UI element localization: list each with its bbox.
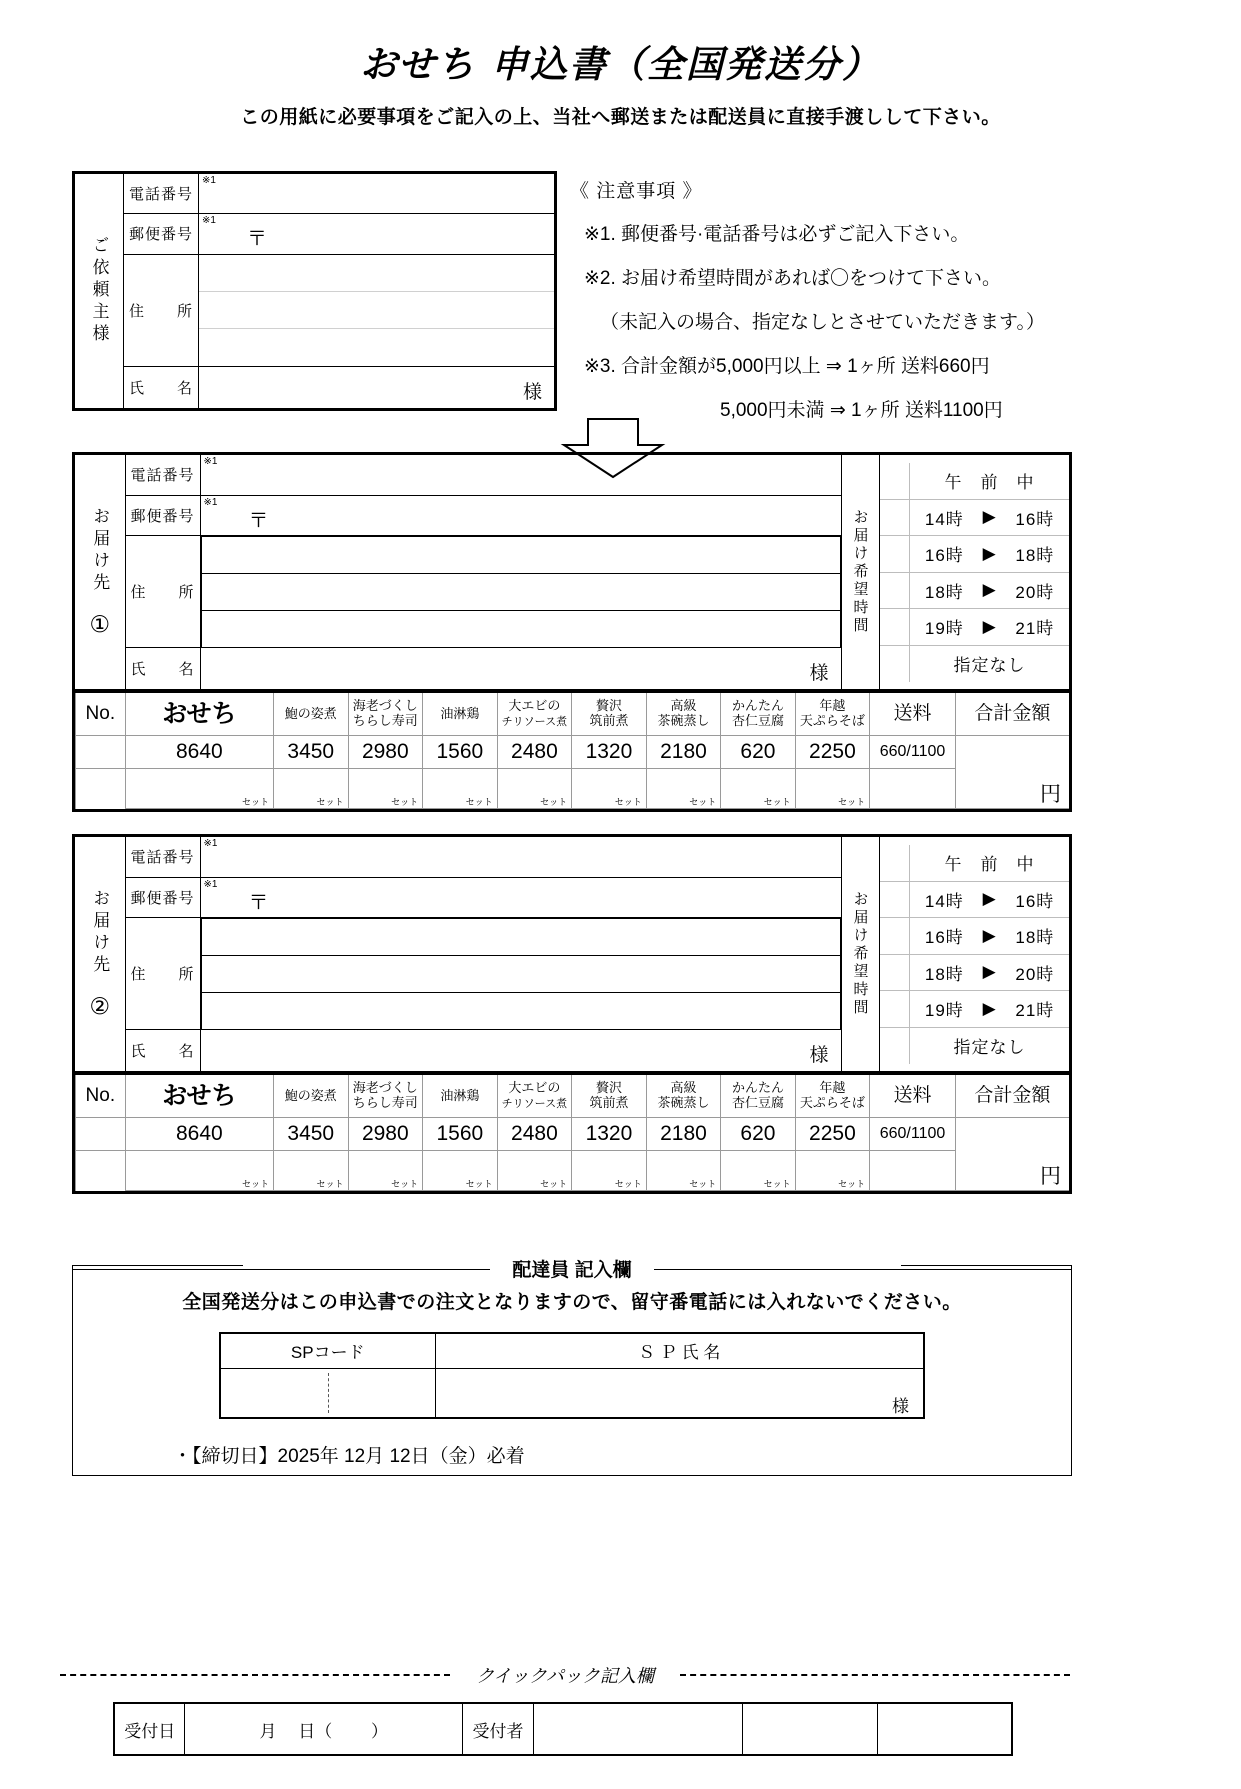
sender-address-label: 住 所 [124, 254, 199, 366]
sender-side-label: ご依頼主様 [74, 173, 124, 410]
qty-input[interactable]: セット [795, 1151, 870, 1191]
sender-block [72, 171, 557, 411]
dest2-zip-input[interactable] [200, 877, 841, 917]
quickpack-heading: クイックパック記入欄 [476, 1666, 654, 1686]
shipping-price-cell: 660/1100 [870, 736, 956, 769]
col-item-header: 油淋鶏 [423, 692, 498, 736]
destination-block-1 [72, 452, 1072, 812]
col-item-header: 高級 茶碗蒸し [646, 692, 721, 736]
price-cell: 620 [721, 736, 795, 769]
page-title: おせち 申込書（全国発送分） [360, 43, 881, 86]
price-cell: 2980 [348, 1118, 423, 1151]
asterisk-mark: ※1 [203, 496, 218, 508]
qp-extra-cell-1[interactable] [743, 1703, 878, 1755]
delivery-staff-section [72, 1256, 1072, 1476]
price-cell: 8640 [125, 736, 273, 769]
time-slot-option[interactable]: 14時 ▶ 16時 [880, 499, 1070, 536]
sender-tel-label: 電話番号 [124, 173, 199, 214]
price-cell: 2180 [646, 736, 721, 769]
notice-item-3-sub: 5,000円未満 ⇒ 1ヶ所 送料1100円 [720, 400, 1003, 421]
divider-line [654, 1269, 1072, 1270]
price-cell: 620 [721, 1118, 795, 1151]
page-subtitle: この用紙に必要事項をご記入の上、当社へ郵送または配送員に直接手渡しして下さい。 [240, 107, 1001, 128]
qp-date-label: 受付日 [114, 1703, 185, 1755]
price-cell: 2180 [646, 1118, 721, 1151]
product-table-2 [75, 1072, 1069, 1191]
total-amount-input[interactable]: 円 [955, 736, 1069, 809]
time-slot-option[interactable]: 18時 ▶ 20時 [880, 572, 1070, 609]
dest2-side-label: お届け先 ② [75, 837, 125, 1072]
qty-input[interactable]: セット [497, 769, 572, 809]
shipping-qty-cell[interactable] [870, 769, 956, 809]
notice-heading: 《 注意事項 》 [570, 181, 703, 202]
col-total-header: 合計金額 [955, 692, 1069, 736]
qp-extra-cell-2[interactable] [877, 1703, 1012, 1755]
notice-section [570, 176, 1130, 439]
dest2-address-label: 住 所 [125, 917, 200, 1030]
qty-input[interactable]: セット [125, 769, 273, 809]
dest2-name-label: 氏 名 [125, 1030, 200, 1072]
staff-heading: 配達員 記入欄 [512, 1260, 632, 1281]
qty-input[interactable]: セット [646, 1151, 721, 1191]
honorific-suffix: 様 [809, 663, 829, 684]
dest1-address-input[interactable] [200, 535, 841, 648]
row-no-cell [76, 736, 126, 769]
price-cell: 8640 [125, 1118, 273, 1151]
notice-item-3: ※3. 合計金額が5,000円以上 ⇒ 1ヶ所 送料660円 [584, 356, 990, 377]
dest1-side-label: お届け先 ① [75, 455, 125, 690]
time-slot-option[interactable]: 指定なし [880, 645, 1070, 682]
sender-name-label: 氏 名 [124, 367, 199, 410]
col-item-header: 贅沢 筑前煮 [572, 1074, 647, 1118]
sender-address-input[interactable] [199, 254, 556, 366]
col-item-header: 鮑の姿煮 [273, 1074, 348, 1118]
divider-line [72, 1269, 490, 1270]
price-cell: 2250 [795, 1118, 870, 1151]
shipping-price-cell: 660/1100 [870, 1118, 956, 1151]
staff-heading-row [72, 1256, 1072, 1283]
sp-code-input[interactable] [220, 1368, 435, 1418]
col-item-header: かんたん 杏仁豆腐 [721, 692, 795, 736]
time-slot-option[interactable]: 16時 ▶ 18時 [880, 918, 1070, 955]
qty-input[interactable]: セット [348, 769, 423, 809]
qty-input[interactable]: セット [572, 1151, 647, 1191]
dest1-tel-input[interactable] [200, 455, 841, 495]
postal-symbol-icon: 〒 [248, 891, 269, 914]
dest1-address-label: 住 所 [125, 535, 200, 648]
qty-no-cell[interactable] [76, 1151, 126, 1191]
qp-receiver-input[interactable] [534, 1703, 743, 1755]
col-item-header: 海老づくし ちらし寿司 [348, 692, 423, 736]
col-item-header: 油淋鶏 [423, 1074, 498, 1118]
asterisk-mark: ※1 [202, 175, 216, 186]
dest1-zip-label: 郵便番号 [125, 495, 200, 535]
price-cell: 1560 [423, 736, 498, 769]
sp-name-header: Ｓ Ｐ 氏 名 [435, 1333, 924, 1368]
time-slot-option[interactable]: 18時 ▶ 20時 [880, 954, 1070, 991]
divider [328, 1373, 329, 1414]
qty-input[interactable]: セット [273, 769, 348, 809]
dashed-line [680, 1674, 1070, 1676]
qty-input[interactable]: セット [497, 1151, 572, 1191]
sender-name-input[interactable] [199, 367, 556, 410]
shipping-qty-cell[interactable] [870, 1151, 956, 1191]
total-amount-input[interactable]: 円 [955, 1118, 1069, 1191]
qty-input[interactable]: セット [348, 1151, 423, 1191]
price-cell: 2980 [348, 736, 423, 769]
dest1-tel-label: 電話番号 [125, 455, 200, 495]
qp-date-input[interactable]: 月 日（ ） [185, 1703, 463, 1755]
qty-no-cell[interactable] [76, 769, 126, 809]
notice-item-2: ※2. お届け希望時間があれば〇をつけて下さい。 [584, 268, 1002, 289]
col-item-header: 贅沢 筑前煮 [572, 692, 647, 736]
dest1-time-label: お届け希望時間 [841, 455, 879, 690]
quickpack-table [113, 1702, 1013, 1756]
col-item-header: 高級 茶碗蒸し [646, 1074, 721, 1118]
asterisk-mark: ※1 [202, 214, 216, 226]
price-cell: 3450 [273, 736, 348, 769]
col-osechi-header: おせち [125, 1074, 273, 1118]
sp-table [219, 1332, 925, 1419]
dest1-zip-input[interactable] [200, 495, 841, 535]
staff-box [72, 1265, 1072, 1476]
notice-item-1: ※1. 郵便番号·電話番号は必ずご記入下さい。 [584, 224, 970, 245]
sp-name-input[interactable]: 様 [435, 1368, 924, 1418]
sp-code-header: SPコード [220, 1333, 435, 1368]
dashed-line [60, 1674, 450, 1676]
dest1-name-label: 氏 名 [125, 648, 200, 690]
honorific-suffix: 様 [522, 382, 542, 403]
qty-input[interactable]: セット [423, 1151, 498, 1191]
time-slot-option[interactable]: 19時 ▶ 21時 [880, 609, 1070, 646]
dest2-address-input[interactable] [200, 917, 841, 1030]
staff-note: 全国発送分はこの申込書での注文となりますので、留守番電話には入れないでください。 [182, 1292, 962, 1313]
dest2-tel-label: 電話番号 [125, 837, 200, 877]
col-item-header: 鮑の姿煮 [273, 692, 348, 736]
asterisk-mark: ※1 [203, 838, 218, 849]
asterisk-mark: ※1 [203, 878, 218, 890]
time-slot-option[interactable]: 午 前 中 [880, 845, 1070, 882]
time-slot-option[interactable]: 16時 ▶ 18時 [880, 536, 1070, 573]
sender-zip-input[interactable] [199, 213, 556, 254]
deadline-text: ・【締切日】2025年 12月 12日（金）必着 [173, 1446, 525, 1467]
qty-input[interactable]: セット [572, 769, 647, 809]
qty-input[interactable]: セット [721, 769, 795, 809]
price-cell: 1320 [572, 1118, 647, 1151]
sender-tel-input[interactable] [199, 173, 556, 214]
qty-input[interactable]: セット [273, 1151, 348, 1191]
col-osechi-header: おせち [125, 692, 273, 736]
col-item-header: 年越 天ぷらそば [795, 1074, 870, 1118]
col-no-header: No. [76, 692, 126, 736]
col-item-header: 大エビの チリソース煮 [497, 692, 572, 736]
qty-input[interactable]: セット [721, 1151, 795, 1191]
col-item-header: 大エビの チリソース煮 [497, 1074, 572, 1118]
col-total-header: 合計金額 [955, 1074, 1069, 1118]
price-cell: 2480 [497, 736, 572, 769]
price-cell: 3450 [273, 1118, 348, 1151]
postal-symbol-icon: 〒 [248, 509, 269, 532]
honorific-suffix: 様 [809, 1045, 829, 1066]
qp-receiver-label: 受付者 [463, 1703, 534, 1755]
destination-block-2 [72, 834, 1072, 1194]
dest2-name-input[interactable] [200, 1030, 841, 1072]
notice-item-2-sub: （未記入の場合、指定なしとさせていただきます。） [600, 312, 1045, 333]
product-table-1 [75, 690, 1069, 809]
dest1-time-slots [879, 455, 1069, 690]
price-cell: 1320 [572, 736, 647, 769]
time-slot-option[interactable]: 19時 ▶ 21時 [880, 991, 1070, 1028]
time-slot-option[interactable]: 午 前 中 [880, 463, 1070, 500]
col-shipping-header: 送料 [870, 692, 956, 736]
dest2-number: ② [89, 992, 111, 1019]
price-cell: 2250 [795, 736, 870, 769]
qty-input[interactable]: セット [125, 1151, 273, 1191]
qty-input[interactable]: セット [423, 769, 498, 809]
col-shipping-header: 送料 [870, 1074, 956, 1118]
time-slot-option[interactable]: 指定なし [880, 1027, 1070, 1064]
dest1-number: ① [89, 610, 111, 637]
dest2-tel-input[interactable] [200, 837, 841, 877]
col-item-header: かんたん 杏仁豆腐 [721, 1074, 795, 1118]
col-item-header: 海老づくし ちらし寿司 [348, 1074, 423, 1118]
dest2-time-label: お届け希望時間 [841, 837, 879, 1072]
dest2-zip-label: 郵便番号 [125, 877, 200, 917]
sender-zip-label: 郵便番号 [124, 213, 199, 254]
col-item-header: 年越 天ぷらそば [795, 692, 870, 736]
price-cell: 1560 [423, 1118, 498, 1151]
qty-input[interactable]: セット [795, 769, 870, 809]
col-no-header: No. [76, 1074, 126, 1118]
row-no-cell [76, 1118, 126, 1151]
price-cell: 2480 [497, 1118, 572, 1151]
dest1-name-input[interactable] [200, 648, 841, 690]
order-form-page [0, 34, 1241, 1789]
quickpack-heading-row [60, 1662, 1070, 1688]
time-slot-option[interactable]: 14時 ▶ 16時 [880, 881, 1070, 918]
postal-symbol-icon: 〒 [247, 227, 267, 250]
dest2-time-slots [879, 837, 1069, 1072]
asterisk-mark: ※1 [203, 456, 218, 467]
qty-input[interactable]: セット [646, 769, 721, 809]
